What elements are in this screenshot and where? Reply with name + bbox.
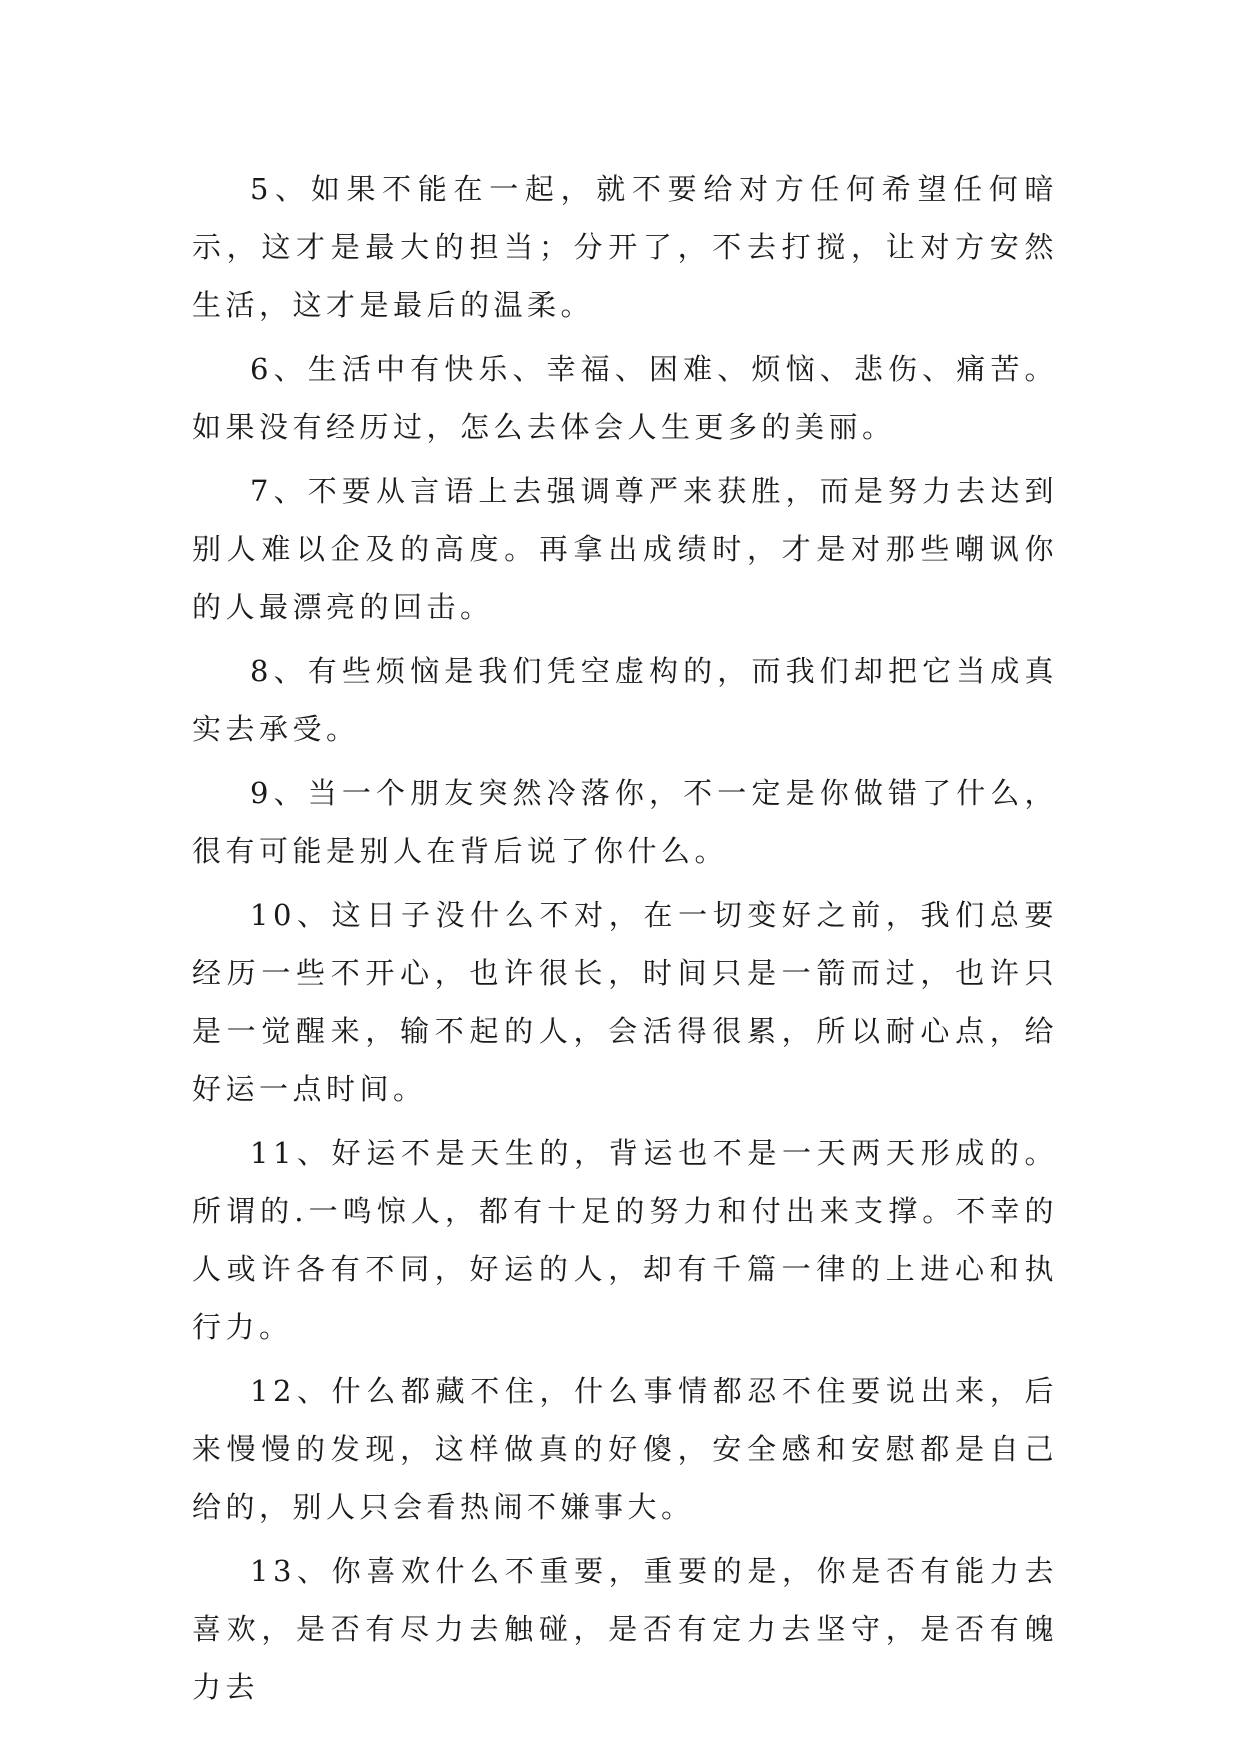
paragraph-8: 8、有些烦恼是我们凭空虚构的，而我们却把它当成真实去承受。 xyxy=(192,654,1058,746)
paragraph-13: 13、你喜欢什么不重要，重要的是，你是否有能力去喜欢，是否有尽力去触碰，是否有定力去坚守，是否有魄力去 xyxy=(192,1554,1058,1704)
paragraph-9: 9、当一个朋友突然冷落你，不一定是你做错了什么，很有可能是别人在背后说了你什么。 xyxy=(192,776,1058,868)
paragraph-7: 7、不要从言语上去强调尊严来获胜，而是努力去达到别人难以企及的高度。再拿出成绩时，才是对那些嘲讽你的人最漂亮的回击。 xyxy=(192,474,1058,624)
paragraph-5: 5、如果不能在一起，就不要给对方任何希望任何暗示，这才是最大的担当；分开了，不去打搅，让对方安然生活，这才是最后的温柔。 xyxy=(192,172,1058,322)
paragraph-12: 12、什么都藏不住，什么事情都忍不住要说出来，后来慢慢的发现，这样做真的好傻，安全感和安慰都是自己给的，别人只会看热闹不嫌事大。 xyxy=(192,1374,1058,1524)
paragraph-11: 11、好运不是天生的，背运也不是一天两天形成的。所谓的.一鸣惊人，都有十足的努力和付出来支撑。不幸的人或许各有不同，好运的人，却有千篇一律的上进心和执行力。 xyxy=(192,1136,1058,1344)
paragraph-10: 10、这日子没什么不对，在一切变好之前，我们总要经历一些不开心，也许很长，时间只是一箭而过，也许只是一觉醒来，输不起的人，会活得很累，所以耐心点，给好运一点时间。 xyxy=(192,898,1058,1106)
document-body xyxy=(192,160,1058,1722)
paragraph-6: 6、生活中有快乐、幸福、困难、烦恼、悲伤、痛苦。如果没有经历过，怎么去体会人生更多的美丽。 xyxy=(192,352,1058,444)
